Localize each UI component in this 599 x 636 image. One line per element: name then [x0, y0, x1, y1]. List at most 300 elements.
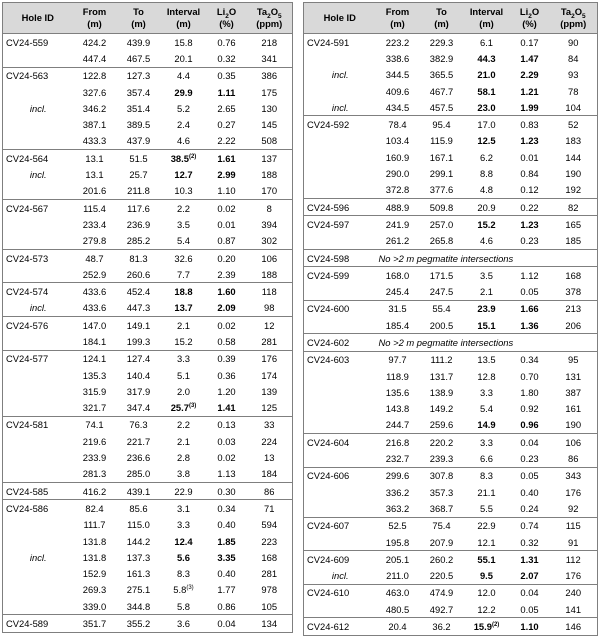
to-cell: 382.9	[429, 52, 454, 64]
hole-id-cell	[3, 116, 73, 132]
interval-value: 32.6	[174, 252, 193, 264]
li2o-cell: 1.20	[217, 385, 236, 397]
table-row	[3, 300, 293, 317]
from-cell: 168.0	[376, 267, 420, 284]
li2o-cell: 0.27	[217, 119, 236, 131]
table-row	[3, 67, 293, 84]
table-row	[304, 568, 598, 585]
from-cell: 351.7	[73, 615, 117, 632]
interval-cell	[161, 233, 207, 250]
table-row	[3, 367, 293, 383]
ta2o5-cell: 71	[247, 500, 293, 517]
interval-value: 2.1	[176, 319, 191, 331]
hole-id-cell	[3, 216, 73, 232]
interval-value: 12.8	[477, 370, 496, 382]
from-cell: 216.8	[376, 434, 420, 451]
to-cell: 149.2	[429, 403, 454, 415]
to-cell: 95.4	[420, 116, 464, 133]
interval-cell	[464, 165, 510, 181]
table-row	[3, 350, 293, 367]
to-cell: 355.2	[117, 615, 161, 632]
to-cell: 260.2	[420, 551, 464, 568]
hole-id-cell	[304, 384, 376, 400]
interval-cell	[161, 483, 207, 500]
interval-cell	[464, 401, 510, 417]
ta2o5-cell: 378	[565, 286, 582, 298]
from-cell: 433.3	[82, 135, 107, 147]
li2o-cell: 1.61	[207, 150, 247, 167]
interval-cell	[161, 582, 207, 598]
li2o-cell: 0.05	[520, 603, 539, 615]
from-cell: 387.1	[82, 119, 107, 131]
table-row	[304, 601, 598, 618]
ta2o5-cell: 185	[565, 235, 582, 247]
li2o-cell: 0.04	[510, 584, 550, 601]
ta2o5-cell: 104	[565, 101, 582, 113]
ta2o5-cell: 82	[550, 198, 598, 215]
li2o-cell: 0.04	[207, 615, 247, 632]
table-row	[3, 566, 293, 582]
interval-cell	[161, 150, 207, 167]
table-row	[304, 99, 598, 116]
table-row	[3, 317, 293, 334]
to-cell: 452.4	[117, 283, 161, 300]
to-cell: 55.4	[420, 300, 464, 317]
li2o-cell: 0.32	[520, 536, 539, 548]
to-cell: 447.3	[126, 302, 151, 314]
from-cell: 13.1	[85, 169, 104, 181]
header-unit: (ppm)	[560, 18, 587, 29]
ta2o5-cell: 12	[247, 317, 293, 334]
from-cell: 339.0	[82, 600, 107, 612]
to-cell: 368.7	[429, 502, 454, 514]
ta2o5-cell: 192	[565, 184, 582, 196]
to-cell: 317.9	[126, 385, 151, 397]
interval-value: 3.5	[479, 269, 494, 281]
interval-value: 5.4	[176, 235, 191, 247]
from-cell: 279.8	[82, 235, 107, 247]
ta2o5-cell: 144	[565, 151, 582, 163]
ta2o5-cell: 341	[261, 52, 278, 64]
ta2o5-cell: 206	[565, 319, 582, 331]
from-cell: 232.7	[385, 453, 410, 465]
table-row	[304, 484, 598, 500]
table-row	[304, 182, 598, 199]
hole-id-cell	[3, 233, 73, 250]
li2o-cell: 0.20	[207, 249, 247, 266]
table-row	[3, 50, 293, 67]
from-cell: 111.7	[83, 519, 106, 531]
ta2o5-cell: 190	[565, 419, 582, 431]
to-cell: 437.9	[126, 135, 151, 147]
li2o-cell: 0.39	[207, 350, 247, 367]
ta2o5-cell: 190	[565, 168, 582, 180]
interval-cell	[161, 598, 207, 615]
from-cell: 118.9	[386, 370, 409, 382]
header-label: $Li_2O$	[519, 6, 540, 20]
interval-cell	[161, 383, 207, 399]
hole-id-cell: CV24-603	[304, 351, 376, 368]
li2o-cell: 0.13	[207, 416, 247, 433]
interval-cell	[161, 400, 207, 417]
table-row	[304, 249, 598, 266]
ta2o5-cell: 174	[261, 369, 278, 381]
table-row	[3, 549, 293, 565]
to-cell: 76.3	[117, 416, 161, 433]
from-cell: 135.3	[82, 369, 107, 381]
hole-id-cell	[304, 317, 376, 334]
interval-value: 23.9	[477, 303, 496, 315]
header-to	[420, 3, 464, 34]
from-cell: 233.9	[82, 452, 107, 464]
interval-value: 2.0	[176, 385, 191, 397]
to-cell: 144.2	[126, 535, 151, 547]
interval-cell	[464, 467, 510, 484]
hole-id-cell	[3, 598, 73, 615]
to-cell: 351.4	[126, 102, 151, 114]
interval-value: 8.3	[176, 568, 191, 580]
header-label: Interval	[166, 6, 201, 17]
interval-cell	[161, 34, 207, 51]
interval-cell	[464, 50, 510, 66]
from-cell: 184.1	[82, 335, 107, 347]
from-cell: 336.2	[385, 486, 410, 498]
ta2o5-cell: 224	[261, 435, 278, 447]
table-row	[304, 584, 598, 601]
hole-id-cell	[3, 517, 73, 533]
table-row	[304, 50, 598, 66]
hole-id-cell	[304, 149, 376, 165]
table-row	[3, 133, 293, 150]
ta2o5-cell: 95	[550, 351, 598, 368]
from-cell: 269.3	[82, 584, 107, 596]
from-cell: 135.6	[385, 386, 410, 398]
li2o-cell: 1.80	[520, 386, 539, 398]
ta2o5-cell: 78	[568, 85, 579, 97]
li2o-cell: 0.58	[217, 335, 236, 347]
li2o-cell: 0.70	[520, 370, 539, 382]
to-cell: 467.7	[429, 85, 454, 97]
from-cell: 115.4	[73, 199, 117, 216]
interval-value: 9.5	[479, 570, 494, 582]
interval-value: 5.8	[176, 600, 191, 612]
header-unit: (m)	[434, 18, 449, 29]
interval-cell	[161, 100, 207, 116]
header-label: To	[133, 6, 144, 17]
from-cell: 131.8	[82, 551, 107, 563]
ta2o5-cell: 112	[550, 551, 598, 568]
li2o-cell: 0.02	[207, 199, 247, 216]
ta2o5-cell: 176	[565, 486, 582, 498]
ta2o5-cell: 394	[261, 218, 278, 230]
to-cell: 474.9	[420, 584, 464, 601]
table-row	[3, 216, 293, 232]
li2o-cell: 0.92	[520, 403, 539, 415]
from-cell: 344.5	[385, 69, 410, 81]
table-row	[304, 618, 598, 635]
from-cell: 434.5	[385, 101, 410, 113]
ta2o5-cell: 223	[261, 535, 278, 547]
to-cell: 239.3	[429, 453, 454, 465]
table-row	[304, 198, 598, 215]
to-cell: 260.6	[126, 268, 151, 280]
from-cell: 211.0	[386, 570, 409, 582]
li2o-cell: 0.34	[207, 500, 247, 517]
to-cell: 492.7	[429, 603, 454, 615]
interval-value: 4.6	[176, 135, 191, 147]
hole-id-cell	[3, 133, 73, 150]
hole-id-cell: incl.	[331, 570, 349, 582]
header-unit: (m)	[131, 18, 146, 29]
interval-cell	[161, 517, 207, 533]
li2o-cell: 2.99	[217, 169, 236, 181]
li2o-cell: 1.47	[520, 52, 539, 64]
from-cell: 201.6	[82, 185, 107, 197]
hole-id-cell	[304, 283, 376, 300]
hole-id-cell: CV24-559	[3, 34, 73, 51]
to-cell: 167.1	[429, 151, 454, 163]
interval-value: 3.5	[176, 218, 191, 230]
interval-cell	[161, 216, 207, 232]
interval-value: 14.9	[477, 419, 496, 431]
interval-cell	[161, 449, 207, 465]
li2o-cell: 0.01	[217, 218, 236, 230]
li2o-cell: 0.02	[207, 317, 247, 334]
to-cell: 115.9	[430, 135, 453, 147]
interval-value: 15.1	[477, 319, 496, 331]
table-row	[3, 283, 293, 300]
table-row	[304, 149, 598, 165]
ta2o5-cell: 161	[565, 403, 582, 415]
table-row	[304, 67, 598, 83]
to-cell: 357.3	[429, 486, 454, 498]
li2o-cell: 1.66	[510, 300, 550, 317]
ta2o5-cell: 168	[550, 267, 598, 284]
interval-cell	[464, 83, 510, 99]
from-cell: 480.5	[385, 603, 410, 615]
li2o-cell: 0.84	[520, 168, 539, 180]
li2o-cell: 2.07	[520, 570, 539, 582]
table-row	[304, 116, 598, 133]
hole-id-cell	[304, 500, 376, 517]
ta2o5-cell: 90	[550, 34, 598, 51]
to-cell: 357.4	[126, 86, 151, 98]
li2o-cell: 2.39	[217, 268, 236, 280]
interval-cell	[464, 450, 510, 467]
interval-value: 3.3	[479, 386, 494, 398]
ta2o5-cell: 106	[550, 434, 598, 451]
to-cell: 344.8	[126, 600, 151, 612]
hole-id-cell	[304, 601, 376, 618]
li2o-cell: 1.85	[217, 535, 236, 547]
to-cell: 131.7	[429, 370, 454, 382]
to-cell: 51.5	[117, 150, 161, 167]
li2o-cell: 0.83	[510, 116, 550, 133]
header-label: $Li_2O$	[216, 6, 237, 20]
li2o-cell: 0.01	[520, 151, 539, 163]
interval-value: 5.5	[479, 502, 494, 514]
li2o-cell: 1.99	[520, 101, 539, 113]
interval-cell	[161, 116, 207, 132]
hole-id-cell	[3, 383, 73, 399]
table-row	[3, 466, 293, 483]
header-row	[304, 3, 598, 34]
interval-cell	[464, 99, 510, 116]
from-cell: 346.2	[82, 102, 107, 114]
hole-id-cell	[3, 433, 73, 449]
from-cell: 433.6	[82, 302, 107, 314]
to-cell: 509.8	[420, 198, 464, 215]
interval-value: 3.3	[479, 436, 494, 448]
assay-table-right	[303, 2, 598, 636]
li2o-cell: 0.74	[510, 517, 550, 534]
assay-table-left	[2, 2, 293, 633]
interval-value: 5.8	[173, 584, 187, 596]
header-unit: (%)	[219, 18, 234, 29]
interval-value: 10.3	[174, 185, 193, 197]
interval-footnote: (3)	[186, 585, 194, 592]
interval-value: 23.0	[477, 101, 496, 113]
hole-id-cell	[3, 466, 73, 483]
interval-cell	[464, 484, 510, 500]
ta2o5-cell: 281	[261, 335, 278, 347]
hole-id-cell	[304, 165, 376, 181]
ta2o5-cell: 13	[264, 452, 275, 464]
interval-cell	[464, 568, 510, 585]
hole-id-cell	[304, 484, 376, 500]
table-row	[3, 266, 293, 283]
hole-id-cell: incl.	[29, 102, 47, 114]
hole-id-cell	[3, 266, 73, 283]
interval-cell	[464, 300, 510, 317]
interval-value: 4.6	[479, 235, 494, 247]
from-cell: 185.4	[385, 319, 410, 331]
table-row	[304, 417, 598, 434]
hole-id-cell: CV24-581	[3, 416, 73, 433]
table-row	[304, 368, 598, 384]
interval-cell	[464, 368, 510, 384]
interval-value: 2.2	[176, 202, 191, 214]
header-ta2o5	[550, 3, 598, 34]
li2o-cell: 1.31	[510, 551, 550, 568]
table-row	[304, 500, 598, 517]
hole-id-cell: CV24-563	[3, 67, 73, 84]
ta2o5-cell: 508	[261, 135, 278, 147]
table-row	[3, 383, 293, 399]
from-cell: 78.4	[376, 116, 420, 133]
header-unit: (m)	[87, 18, 102, 29]
interval-value: 18.8	[174, 286, 193, 298]
ta2o5-cell: 118	[247, 283, 293, 300]
ta2o5-cell: 106	[247, 249, 293, 266]
interval-value: 12.4	[174, 535, 193, 547]
from-cell: 31.5	[376, 300, 420, 317]
from-cell: 372.8	[385, 184, 410, 196]
ta2o5-cell: 146	[550, 618, 598, 635]
to-cell: 137.3	[126, 551, 151, 563]
from-cell: 433.6	[73, 283, 117, 300]
hole-id-cell	[3, 582, 73, 598]
li2o-cell: 1.23	[510, 216, 550, 233]
table-row	[3, 249, 293, 266]
from-cell: 261.2	[385, 235, 410, 247]
interval-cell	[464, 216, 510, 233]
hole-id-cell: CV24-592	[304, 116, 376, 133]
to-cell: 140.4	[126, 369, 151, 381]
interval-value: 12.2	[477, 603, 496, 615]
to-cell: 149.1	[117, 317, 161, 334]
header-from	[73, 3, 117, 34]
hole-id-cell	[304, 233, 376, 250]
table-row	[3, 233, 293, 250]
hole-id-cell: CV24-585	[3, 483, 73, 500]
table-row	[3, 34, 293, 51]
interval-cell	[161, 133, 207, 150]
to-cell: 220.2	[420, 434, 464, 451]
interval-value: 58.1	[477, 85, 496, 97]
interval-value: 12.7	[174, 169, 193, 181]
hole-id-cell: CV24-597	[304, 216, 376, 233]
table-row	[304, 300, 598, 317]
ta2o5-cell: 387	[565, 386, 582, 398]
interval-cell	[161, 50, 207, 67]
interval-cell	[161, 466, 207, 483]
ta2o5-cell: 84	[568, 52, 579, 64]
table-row	[304, 233, 598, 250]
ta2o5-cell: 165	[550, 216, 598, 233]
header-label: From	[82, 6, 107, 17]
interval-footnote: (2)	[188, 153, 197, 160]
interval-value: 3.3	[176, 519, 191, 531]
ta2o5-cell: 137	[247, 150, 293, 167]
header-unit: (ppm)	[256, 18, 283, 29]
ta2o5-cell: 8	[247, 199, 293, 216]
interval-value: 13.5	[477, 354, 496, 366]
li2o-cell: 1.23	[520, 135, 539, 147]
li2o-cell: 0.03	[217, 435, 236, 447]
from-cell: 48.7	[73, 249, 117, 266]
interval-cell	[464, 551, 510, 568]
li2o-cell: 0.40	[217, 519, 236, 531]
ta2o5-cell: 978	[261, 584, 278, 596]
to-cell: 75.4	[420, 517, 464, 534]
li2o-cell: 0.05	[510, 467, 550, 484]
ta2o5-cell: 131	[565, 370, 582, 382]
to-cell: 229.3	[420, 34, 464, 51]
hole-id-cell	[304, 401, 376, 417]
hole-id-cell: incl.	[29, 551, 47, 563]
interval-cell	[161, 249, 207, 266]
table-row	[304, 216, 598, 233]
hole-id-cell: CV24-589	[3, 615, 73, 632]
header-label: $Ta_2O_5$	[560, 6, 586, 20]
hole-id-cell: CV24-586	[3, 500, 73, 517]
li2o-cell: 0.23	[520, 235, 539, 247]
ta2o5-cell: 176	[565, 570, 582, 582]
to-cell: 127.3	[117, 67, 161, 84]
interval-value: 3.1	[176, 502, 191, 514]
header-unit: (%)	[522, 18, 537, 29]
interval-value: 6.2	[479, 151, 494, 163]
to-cell: 220.5	[429, 570, 454, 582]
table-row	[3, 416, 293, 433]
to-cell: 117.6	[117, 199, 161, 216]
hole-id-cell: CV24-577	[3, 350, 73, 367]
interval-value: 21.0	[477, 69, 496, 81]
hole-id-cell: CV24-591	[304, 34, 376, 51]
interval-cell	[464, 283, 510, 300]
interval-cell	[464, 417, 510, 434]
